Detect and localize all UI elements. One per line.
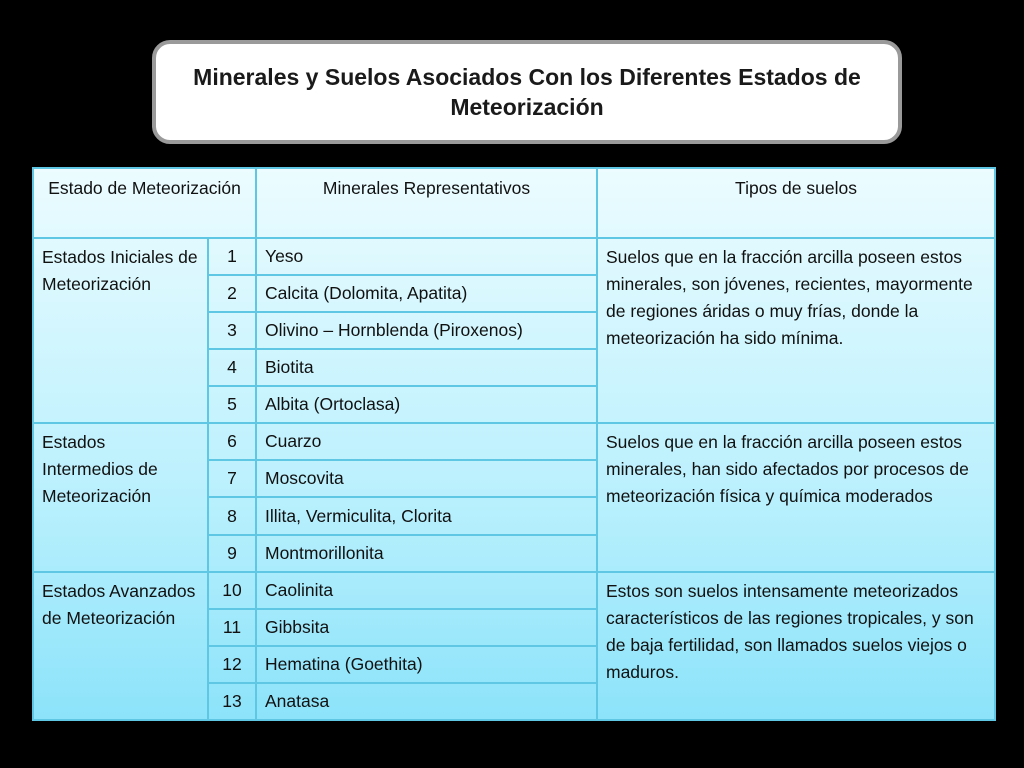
mineral-number: 1 <box>208 238 256 275</box>
mineral-number: 13 <box>208 683 256 720</box>
header-row <box>33 168 995 238</box>
mineral-name: Albita (Ortoclasa) <box>256 386 597 423</box>
soil-intermediate: Suelos que en la fracción arcilla poseen estos minerales, han sido afectados por procesos de meteorización física y química moderados <box>597 423 995 571</box>
mineral-number: 7 <box>208 460 256 497</box>
mineral-number: 2 <box>208 275 256 312</box>
mineral-name: Biotita <box>256 349 597 386</box>
page-title: Minerales y Suelos Asociados Con los Diferentes Estados de Meteorización <box>193 64 861 120</box>
state-intermediate: Estados Intermedios de Meteorización <box>33 423 208 571</box>
header-state: Estado de Meteorización <box>33 168 256 238</box>
mineral-number: 5 <box>208 386 256 423</box>
mineral-number: 6 <box>208 423 256 460</box>
header-soils: Tipos de suelos <box>597 168 995 238</box>
mineral-number: 3 <box>208 312 256 349</box>
table-row <box>33 572 995 609</box>
table-row <box>33 238 995 275</box>
mineral-name: Yeso <box>256 238 597 275</box>
mineral-name: Hematina (Goethita) <box>256 646 597 683</box>
state-initial: Estados Iniciales de Meteorización <box>33 238 208 423</box>
soil-initial: Suelos que en la fracción arcilla poseen estos minerales, son jóvenes, recientes, mayormente de regiones áridas o muy frías, donde la meteorización ha sido mínima. <box>597 238 995 423</box>
mineral-name: Caolinita <box>256 572 597 609</box>
title-box <box>152 40 902 144</box>
state-advanced: Estados Avanzados de Meteorización <box>33 572 208 720</box>
table-row <box>33 423 995 460</box>
soil-advanced: Estos son suelos intensamente meteorizados característicos de las regiones tropicales, y son de baja fertilidad, son llamados suelos viejos o maduros. <box>597 572 995 720</box>
mineral-number: 8 <box>208 497 256 534</box>
mineral-name: Gibbsita <box>256 609 597 646</box>
mineral-name: Calcita (Dolomita, Apatita) <box>256 275 597 312</box>
mineral-name: Moscovita <box>256 460 597 497</box>
mineral-name: Anatasa <box>256 683 597 720</box>
mineral-number: 11 <box>208 609 256 646</box>
mineral-number: 12 <box>208 646 256 683</box>
mineral-name: Olivino – Hornblenda (Piroxenos) <box>256 312 597 349</box>
header-minerals: Minerales Representativos <box>256 168 597 238</box>
mineral-name: Montmorillonita <box>256 535 597 572</box>
mineral-name: Cuarzo <box>256 423 597 460</box>
mineral-number: 10 <box>208 572 256 609</box>
minerals-table <box>32 167 996 721</box>
mineral-name: Illita, Vermiculita, Clorita <box>256 497 597 534</box>
mineral-number: 4 <box>208 349 256 386</box>
mineral-number: 9 <box>208 535 256 572</box>
